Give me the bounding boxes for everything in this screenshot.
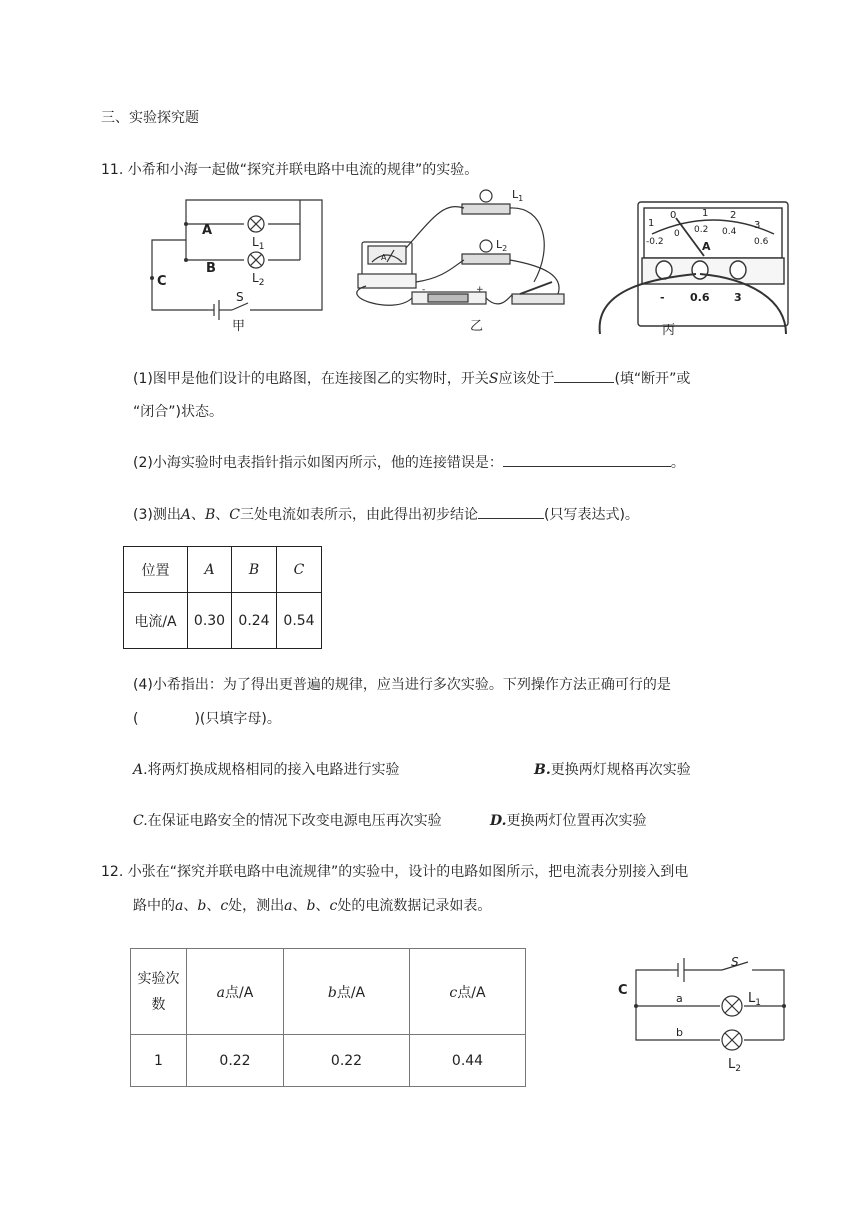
label-L1: L bbox=[252, 235, 259, 249]
option-A[interactable] bbox=[133, 760, 400, 780]
table-header-B: B bbox=[232, 547, 277, 593]
header-b-var: b bbox=[327, 984, 337, 1001]
q11-part1 bbox=[133, 368, 690, 389]
table-value-c: 0.44 bbox=[410, 1035, 526, 1087]
option-C-letter: C. bbox=[133, 813, 148, 829]
tick-top-2: 1 bbox=[702, 208, 709, 219]
yi-L2: L bbox=[496, 238, 503, 251]
question-11-stem bbox=[101, 160, 478, 180]
q12-label-L1-sub: 1 bbox=[755, 998, 761, 1008]
q12-label-b: b bbox=[676, 1026, 683, 1039]
caption-bing: 丙 bbox=[662, 323, 676, 338]
var-c: c bbox=[329, 898, 338, 914]
p1-text-c: (填“断开”或 bbox=[614, 371, 691, 387]
header-trial-line2: 数 bbox=[151, 996, 166, 1013]
label-L1-sub: 1 bbox=[258, 242, 265, 252]
q12-label-a: a bbox=[676, 992, 683, 1005]
label-L2-sub: 2 bbox=[258, 278, 265, 288]
unit-A: A bbox=[702, 240, 711, 253]
option-C-text: 在保证电路安全的情况下改变电源电压再次实验 bbox=[147, 813, 442, 829]
tick-top-0: 1 bbox=[648, 218, 655, 229]
option-A-letter: A. bbox=[133, 762, 148, 778]
option-B-text: 更换两灯规格再次实验 bbox=[550, 762, 691, 778]
option-B[interactable] bbox=[534, 760, 691, 780]
var-B: B bbox=[204, 507, 216, 523]
table-header-position: 位置 bbox=[124, 547, 188, 593]
paren-open: ( bbox=[133, 711, 139, 727]
answer-blank-2[interactable] bbox=[503, 452, 671, 467]
tick-top-1: 0 bbox=[670, 210, 677, 221]
p1-text-b: 应该处于 bbox=[498, 371, 555, 387]
yi-L1-sub: 1 bbox=[518, 194, 524, 203]
figure-q12-circuit bbox=[614, 950, 794, 1074]
sep: 、 bbox=[315, 898, 330, 914]
table-header-c bbox=[410, 949, 526, 1035]
table-header-A: A bbox=[188, 547, 232, 593]
tick-bottom-3: 0.4 bbox=[722, 227, 737, 237]
table-value-C: 0.54 bbox=[277, 593, 322, 649]
figure-yi-setup bbox=[344, 186, 580, 336]
header-a-unit: 点/A bbox=[225, 984, 254, 1001]
option-C[interactable] bbox=[133, 811, 442, 831]
label-L2: L bbox=[252, 271, 259, 285]
table-header-C: C bbox=[277, 547, 322, 593]
stem-b3: 处的电流数据记录如表。 bbox=[337, 898, 492, 914]
svg-text:L2 bbox=[496, 238, 507, 253]
tick-bottom-0: -0.2 bbox=[646, 237, 664, 247]
meter-label: A bbox=[381, 253, 387, 262]
section-title: 三、实验探究题 bbox=[101, 110, 199, 126]
q12-label-L2-sub: 2 bbox=[735, 1064, 741, 1074]
q11-part1-cont: “闭合”)状态。 bbox=[133, 404, 223, 420]
p2-end: 。 bbox=[670, 455, 685, 471]
var-b: b bbox=[306, 898, 316, 914]
option-D[interactable] bbox=[490, 811, 647, 831]
terminal-0.6: 0.6 bbox=[690, 291, 710, 304]
table-trial-number: 1 bbox=[131, 1035, 187, 1087]
question-12-stem bbox=[101, 862, 688, 882]
answer-blank-1[interactable] bbox=[554, 368, 614, 383]
sep: 、 bbox=[292, 898, 307, 914]
battery-minus: - bbox=[422, 285, 426, 295]
p3-sep2: 、 bbox=[215, 507, 230, 523]
tick-bottom-4: 0.6 bbox=[754, 237, 769, 247]
svg-text:L2 bbox=[728, 1057, 741, 1074]
terminal-minus: - bbox=[660, 291, 665, 304]
tick-bottom-2: 0.2 bbox=[694, 225, 709, 235]
q12-label-S: S bbox=[731, 955, 739, 969]
svg-text:L2 bbox=[252, 271, 264, 288]
var-S: S bbox=[488, 371, 499, 387]
sep: 、 bbox=[206, 898, 221, 914]
figure-jia-circuit bbox=[140, 188, 340, 338]
table-value-b: 0.22 bbox=[284, 1035, 410, 1087]
p3-text-c: (只写表达式)。 bbox=[543, 507, 639, 523]
tick-top-3: 2 bbox=[730, 210, 737, 221]
var-a: a bbox=[175, 898, 184, 914]
svg-text:L1 bbox=[748, 991, 761, 1008]
var-c: c bbox=[220, 898, 229, 914]
table-row-label: 电流/A bbox=[124, 593, 188, 649]
q11-part4-answer bbox=[133, 709, 281, 729]
svg-text:L1 bbox=[252, 235, 264, 252]
option-B-letter: B. bbox=[534, 762, 551, 778]
table-value-A: 0.30 bbox=[188, 593, 232, 649]
header-a-var: a bbox=[216, 984, 226, 1001]
var-A: A bbox=[180, 507, 191, 523]
option-D-letter: D. bbox=[490, 813, 507, 829]
q11-part3 bbox=[133, 504, 639, 525]
q12-label-C: C bbox=[618, 983, 628, 998]
caption-jia: 甲 bbox=[232, 319, 246, 334]
var-C: C bbox=[229, 507, 240, 523]
header-b-unit: 点/A bbox=[336, 984, 366, 1001]
label-S: S bbox=[236, 290, 244, 304]
question-text: 小张在“探究并联电路中电流规律”的实验中，设计的电路如图所示，把电流表分别接入到电 bbox=[127, 864, 689, 880]
q12-label-L1: L bbox=[748, 991, 756, 1006]
p3-text-b: 三处电流如表所示，由此得出初步结论 bbox=[239, 507, 478, 523]
p1-text-a: (1)图甲是他们设计的电路图，在连接图乙的实物时，开关 bbox=[133, 371, 489, 387]
tick-top-4: 3 bbox=[754, 220, 761, 231]
yi-L2-sub: 2 bbox=[502, 244, 508, 253]
caption-yi: 乙 bbox=[470, 319, 484, 334]
p3-text-a: (3)测出 bbox=[133, 507, 181, 523]
header-trial-line1: 实验次 bbox=[137, 970, 180, 987]
header-c-var: c bbox=[449, 984, 458, 1001]
option-A-text: 将两灯换成规格相同的接入电路进行实验 bbox=[147, 762, 400, 778]
p4-text-b: )(只填字母)。 bbox=[194, 711, 281, 727]
option-D-text: 更换两灯位置再次实验 bbox=[506, 813, 647, 829]
question-number: 12. bbox=[101, 864, 124, 880]
table-value-a: 0.22 bbox=[187, 1035, 284, 1087]
q12-label-L2: L bbox=[728, 1057, 736, 1072]
label-C: C bbox=[157, 274, 167, 289]
question-number: 11. bbox=[101, 162, 124, 178]
question-12-stem-cont bbox=[133, 896, 491, 916]
stem-b2: 处，测出 bbox=[228, 898, 285, 914]
table-header-trial bbox=[131, 949, 187, 1035]
table-header-b bbox=[284, 949, 410, 1035]
yi-L1: L bbox=[512, 188, 519, 201]
svg-text:L1 bbox=[512, 188, 523, 203]
battery-plus: + bbox=[476, 285, 484, 295]
p3-sep1: 、 bbox=[190, 507, 205, 523]
figure-bing-ammeter bbox=[596, 198, 792, 340]
answer-blank-3[interactable] bbox=[478, 504, 544, 519]
p2-text: (2)小海实验时电表指针指示如图丙所示，他的连接错误是： bbox=[133, 455, 503, 471]
stem-b1: 路中的 bbox=[133, 898, 175, 914]
tick-bottom-1: 0 bbox=[674, 229, 680, 239]
var-b: b bbox=[197, 898, 207, 914]
var-a: a bbox=[284, 898, 293, 914]
q12-data-table bbox=[130, 948, 526, 1087]
question-text: 小希和小海一起做“探究并联电路中电流的规律”的实验。 bbox=[127, 162, 479, 178]
label-B: B bbox=[206, 261, 216, 276]
q11-part2 bbox=[133, 452, 685, 473]
terminal-3: 3 bbox=[734, 291, 742, 304]
label-A: A bbox=[202, 223, 213, 238]
table-header-a bbox=[187, 949, 284, 1035]
header-c-unit: 点/A bbox=[457, 984, 486, 1001]
sep: 、 bbox=[183, 898, 198, 914]
q11-part4: (4)小希指出：为了得出更普遍的规律，应当进行多次实验。下列操作方法正确可行的是 bbox=[133, 677, 671, 693]
table-value-B: 0.24 bbox=[232, 593, 277, 649]
q11-current-table bbox=[123, 546, 322, 649]
